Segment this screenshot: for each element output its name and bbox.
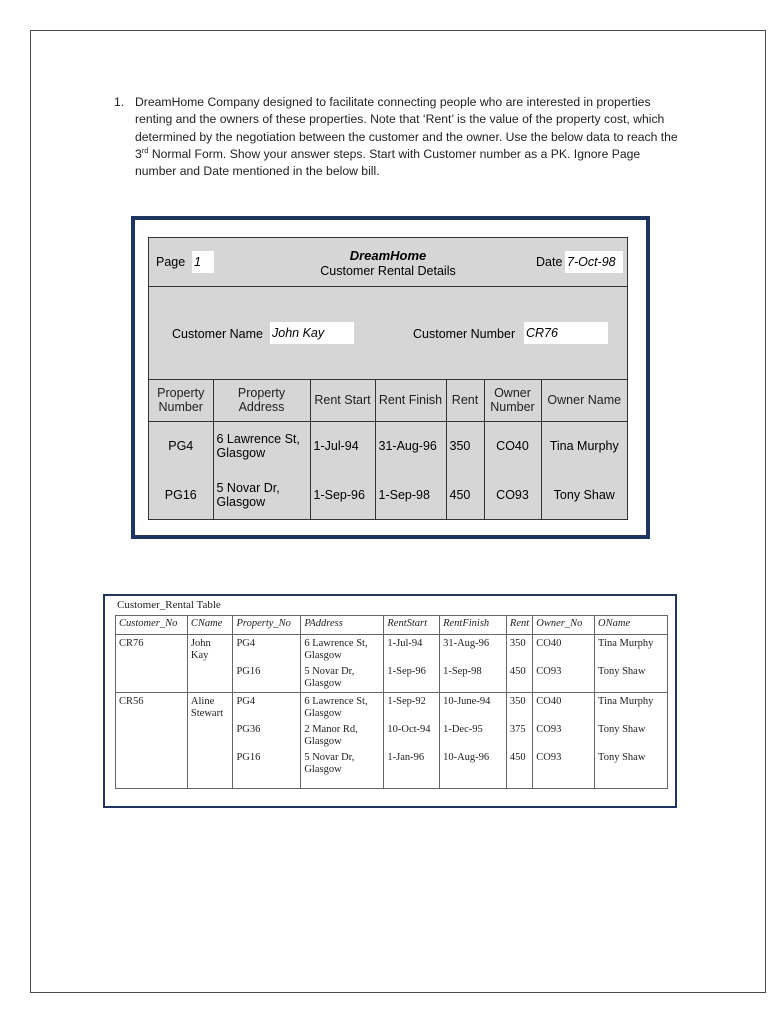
table-cell: 450 [446, 471, 484, 519]
table-cell: 450 [506, 664, 532, 693]
table-row [116, 722, 668, 750]
table-row [116, 693, 668, 723]
question-text [135, 94, 680, 180]
column-header: Rent Finish [375, 379, 446, 422]
question-1 [114, 94, 680, 180]
table-cell [187, 664, 233, 693]
column-header: Customer_No [116, 616, 188, 635]
customer-rental-table-figure [103, 594, 677, 808]
table-cell: 6 Lawrence St, Glasgow [213, 422, 310, 471]
table-cell: 6 Lawrence St, Glasgow [301, 635, 384, 665]
column-header: Property Address [213, 379, 310, 422]
bill-table-header [149, 379, 627, 422]
table-cell: PG4 [233, 635, 301, 665]
table-cell: CO93 [484, 471, 541, 519]
column-header: Rent [446, 379, 484, 422]
table-cell: Tony Shaw [553, 487, 615, 502]
table-cell: Tina Murphy [595, 693, 668, 723]
table-cell: 10-Aug-96 [440, 750, 507, 789]
question-number: 1. [114, 95, 125, 109]
table-cell: Tina Murphy [595, 635, 668, 665]
table-cell: PG16 [233, 664, 301, 693]
table-cell: 350 [506, 693, 532, 723]
table-cell: CO40 [533, 693, 595, 723]
table-cell: 450 [506, 750, 532, 789]
column-header: OName [595, 616, 668, 635]
table-cell: PG16 [233, 750, 301, 789]
table-cell: 1-Sep-96 [384, 664, 440, 693]
table-cell: 1-Jul-94 [310, 422, 375, 471]
customer-number-label: Customer Number [413, 327, 516, 341]
table-row [116, 664, 668, 693]
table-cell: 350 [506, 635, 532, 665]
ordinal-superscript: rd [141, 145, 149, 155]
table-cell: CO40 [484, 422, 541, 471]
table-cell: 10-Oct-94 [384, 722, 440, 750]
table-row [116, 750, 668, 789]
customer-info [149, 287, 627, 380]
column-header: Rent Start [310, 379, 375, 422]
customer-rental-bill [148, 237, 628, 520]
table-cell: Aline Stewart [187, 693, 233, 723]
table-row [149, 422, 627, 471]
table-row [149, 471, 627, 519]
table-cell: Tony Shaw [595, 722, 668, 750]
table-cell: CO40 [533, 635, 595, 665]
customer-name-value: John Kay [270, 322, 354, 344]
column-header: RentFinish [440, 616, 507, 635]
table-cell: PG36 [233, 722, 301, 750]
table-caption: Customer_Rental Table [117, 599, 221, 611]
table-cell: Tony Shaw [595, 750, 668, 789]
table-cell: 5 Novar Dr, Glasgow [213, 471, 310, 519]
column-header: PAddress [301, 616, 384, 635]
bill-title: DreamHome [349, 248, 427, 263]
table-cell [116, 750, 188, 789]
table-cell [187, 750, 233, 789]
table-cell: CO93 [533, 750, 595, 789]
table-cell: CO93 [533, 722, 595, 750]
table-cell: 5 Novar Dr, Glasgow [301, 750, 384, 789]
table-row [116, 635, 668, 665]
table-cell: 1-Jul-94 [384, 635, 440, 665]
table-cell [116, 664, 188, 693]
date-value: 7-Oct-98 [565, 251, 623, 273]
table-cell: CR56 [116, 693, 188, 723]
table-cell: CO93 [533, 664, 595, 693]
bill-header [149, 238, 627, 287]
table-cell: 350 [446, 422, 484, 471]
page-value: 1 [192, 251, 214, 273]
table-cell: CR76 [116, 635, 188, 665]
column-header: RentStart [384, 616, 440, 635]
table-cell: 10-June-94 [440, 693, 507, 723]
date-label: Date [536, 255, 563, 269]
table-cell: Tina Murphy [549, 439, 619, 454]
table-cell: PG16 [149, 471, 213, 519]
column-header: Rent [506, 616, 532, 635]
customer-name-label: Customer Name [172, 327, 263, 341]
column-header: Property_No [233, 616, 301, 635]
table-cell: 1-Sep-92 [384, 693, 440, 723]
column-header: Owner Name [541, 379, 627, 422]
table-cell: 6 Lawrence St, Glasgow [301, 693, 384, 723]
customer-number-value: CR76 [524, 322, 608, 344]
table-cell: 375 [506, 722, 532, 750]
table-cell: 2 Manor Rd, Glasgow [301, 722, 384, 750]
table-cell: 31-Aug-96 [440, 635, 507, 665]
table-cell: PG4 [149, 422, 213, 471]
table-cell: PG4 [233, 693, 301, 723]
table-cell [116, 722, 188, 750]
table-cell: 1-Dec-95 [440, 722, 507, 750]
column-header: Owner_No [533, 616, 595, 635]
table-cell: 5 Novar Dr, Glasgow [301, 664, 384, 693]
column-header: Owner Number [484, 379, 541, 422]
rental-header-row [116, 616, 668, 635]
table-cell: Tony Shaw [595, 664, 668, 693]
column-header: CName [187, 616, 233, 635]
table-cell: 1-Jan-96 [384, 750, 440, 789]
table-cell: John Kay [187, 635, 233, 665]
bill-subtitle: Customer Rental Details [320, 264, 456, 278]
table-cell: 31-Aug-96 [375, 422, 446, 471]
table-cell: 1-Sep-96 [310, 471, 375, 519]
table-cell: 1-Sep-98 [440, 664, 507, 693]
question-text-part-1: DreamHome Company designed to facilitate connecting people who are interested in properties renting and the owners of these properties. Note that ‘Rent’ is the value of the property cost, which determined by the negotiation between the customer and the owner. Use the below data to reach the 3 [135, 95, 678, 161]
page-label: Page [156, 255, 186, 269]
customer-rental-table [115, 615, 668, 789]
column-header: Property Number [149, 379, 213, 422]
table-cell: 1-Sep-98 [375, 471, 446, 519]
question-text-part-2: Normal Form. Show your answer steps. Start with Customer number as a PK. Ignore Page number and Date mentioned in the below bill. [135, 146, 641, 179]
table-cell [187, 722, 233, 750]
bill-property-table [149, 379, 627, 519]
